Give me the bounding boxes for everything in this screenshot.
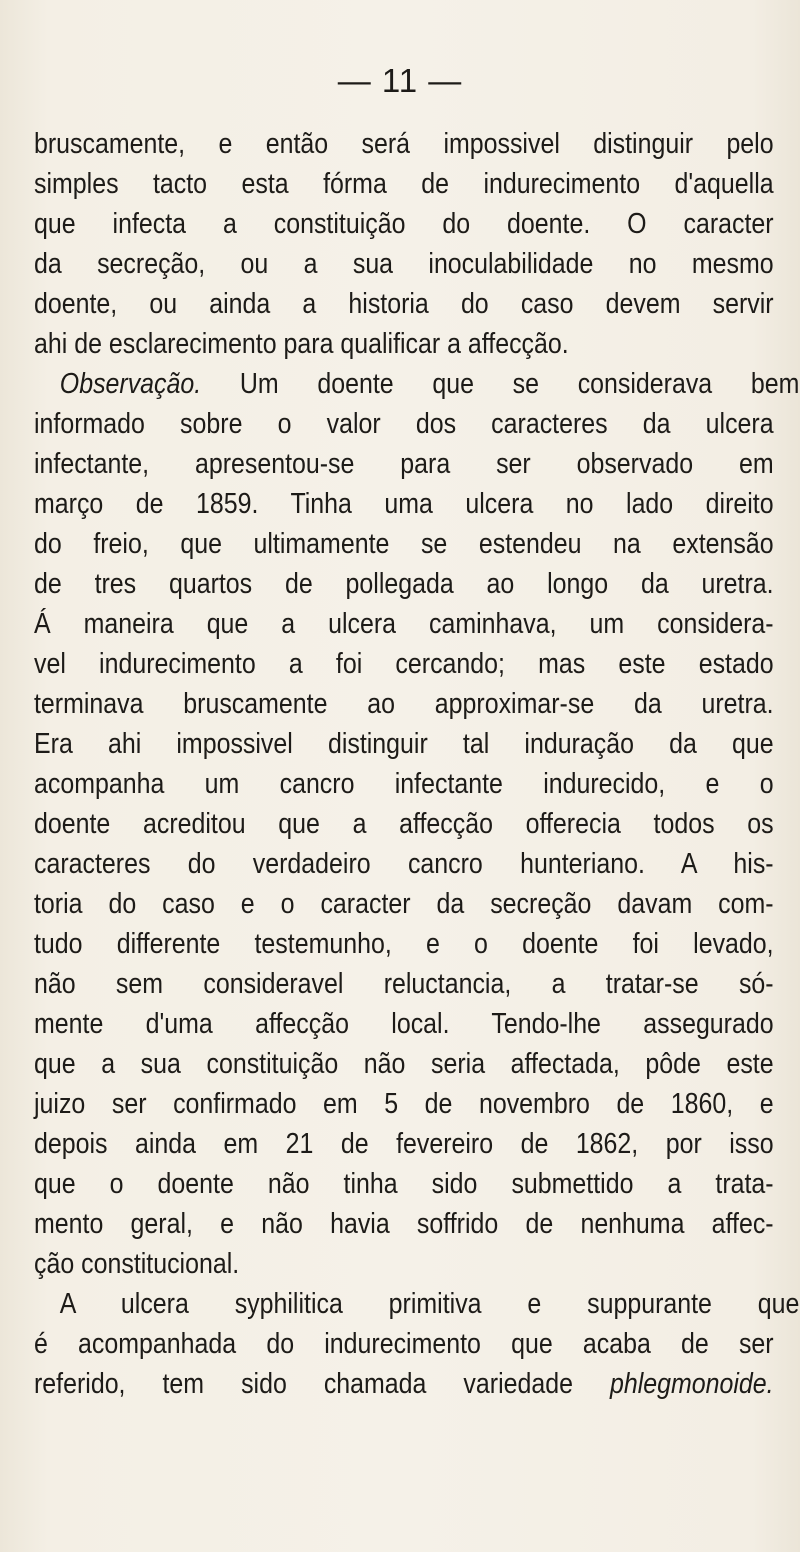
text-line: não sem consideravel reluctancia, a tratar-se só- [34, 968, 774, 1000]
text-line: A ulcera syphilitica primitiva e suppurante que [59, 1288, 800, 1320]
body-text [34, 124, 800, 1404]
text-line: bruscamente, e então será impossivel distinguir pelo [34, 128, 774, 160]
text-line: vel indurecimento a foi cercando; mas este estado [34, 648, 774, 680]
text-line: doente, ou ainda a historia do caso devem servir [34, 288, 774, 320]
text-line: informado sobre o valor dos caracteres da ulcera [34, 408, 774, 440]
text-line: caracteres do verdadeiro cancro hunteriano. A his- [34, 848, 774, 880]
text-line: é acompanhada do indurecimento que acaba de ser [34, 1328, 774, 1360]
text-line: tudo differente testemunho, e o doente foi levado, [34, 928, 774, 960]
text-line-start: referido, tem sido chamada variedade [34, 1368, 610, 1400]
text-line: do freio, que ultimamente se estendeu na extensão [34, 528, 774, 560]
text-line: mente d'uma affecção local. Tendo-lhe assegurado [34, 1008, 774, 1040]
italic-term: phlegmonoide. [609, 1368, 774, 1400]
text-line: toria do caso e o caracter da secreção davam com- [34, 888, 774, 920]
text-line: juizo ser confirmado em 5 de novembro de 1860, e [34, 1088, 774, 1120]
text-line: que infecta a constituição do doente. O caracter [34, 208, 774, 240]
text-line: infectante, apresentou-se para ser observado em [34, 448, 774, 480]
text-line: que a sua constituição não seria affectada, pôde este [34, 1048, 774, 1080]
text-line: mento geral, e não havia soffrido de nenhuma affec- [34, 1208, 774, 1240]
text-line: ahi de esclarecimento para qualificar a affecção. [34, 328, 569, 360]
text-line: simples tacto esta fórma de indurecimento d'aquella [34, 168, 774, 200]
text-line: terminava bruscamente ao approximar-se da uretra. [34, 688, 774, 720]
text-line-rest: Um doente que se considerava bem [201, 368, 800, 400]
text-line [34, 1364, 774, 1404]
text-line: de tres quartos de pollegada ao longo da uretra. [34, 568, 774, 600]
text-line: ção constitucional. [34, 1248, 240, 1280]
text-line: acompanha um cancro infectante indurecido, e o [34, 768, 774, 800]
text-line: Era ahi impossivel distinguir tal induração da que [34, 728, 774, 760]
page-number: — 11 — [337, 62, 463, 99]
text-line: março de 1859. Tinha uma ulcera no lado direito [34, 488, 774, 520]
text-line: doente acreditou que a affecção offerecia todos os [34, 808, 774, 840]
text-line: Á maneira que a ulcera caminhava, um considera- [34, 608, 774, 640]
text-line: da secreção, ou a sua inoculabilidade no mesmo [34, 248, 774, 280]
text-line: que o doente não tinha sido submettido a trata- [34, 1168, 774, 1200]
text-line: depois ainda em 21 de fevereiro de 1862, por isso [34, 1128, 774, 1160]
text-line [34, 364, 799, 404]
observation-label: Observação. [59, 368, 202, 400]
